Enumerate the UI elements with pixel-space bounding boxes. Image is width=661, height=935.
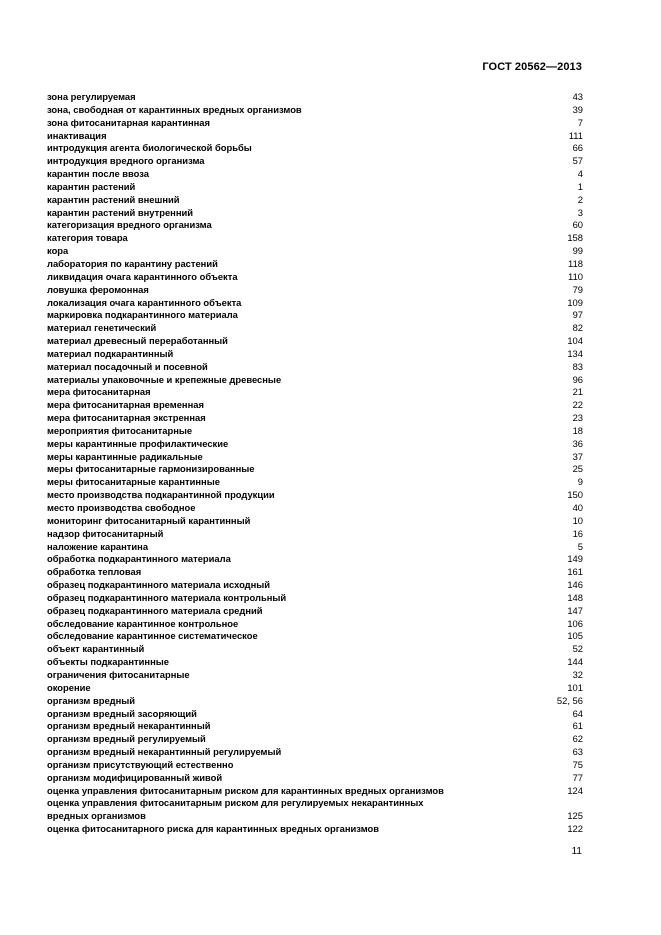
index-term: организм присутствующий естественно	[47, 758, 234, 770]
index-term: обследование карантинное контрольное	[47, 617, 239, 629]
index-term-number: 122	[567, 823, 583, 835]
index-term: мера фитосанитарная	[47, 386, 151, 398]
index-entry	[47, 797, 583, 823]
index-term-number: 77	[572, 771, 583, 783]
index-term: образец подкарантинного материала исходный	[47, 579, 271, 591]
index-term: кора	[47, 245, 69, 257]
index-term: место производства свободное	[47, 502, 196, 513]
index-term-number: 101	[567, 681, 583, 693]
index-entry	[47, 438, 583, 451]
index-term: организм вредный некарантинный	[47, 720, 211, 732]
index-term-number: 75	[572, 758, 583, 770]
index-term-number: 37	[572, 450, 583, 462]
index-entry	[47, 309, 583, 322]
index-entry	[47, 245, 583, 258]
index-term: материал посадочный и посевной	[47, 360, 208, 372]
index-term-number: 110	[568, 270, 583, 282]
index-term: объекты подкарантинные	[47, 656, 169, 668]
index-term: меры карантинные радикальные	[47, 450, 203, 462]
term-index-list	[47, 91, 583, 836]
index-term-number: 57	[572, 155, 583, 167]
index-term: меры фитосанитарные карантинные	[47, 476, 220, 488]
index-entry	[47, 130, 583, 143]
index-term: мониторинг фитосанитарный карантинный	[47, 514, 251, 526]
index-entry	[47, 412, 583, 425]
index-term: окорение	[47, 681, 91, 693]
index-entry	[47, 399, 583, 412]
index-term: оценка управления фитосанитарным риском для карантинных вредных организмов	[47, 784, 444, 796]
index-term: организм вредный некарантинный регулируемый	[47, 746, 282, 758]
index-entry	[47, 541, 583, 554]
index-entry	[47, 502, 583, 515]
index-entry	[47, 386, 583, 399]
index-term-number: 147	[567, 604, 583, 616]
index-term: организм вредный регулируемый	[47, 733, 206, 745]
index-term-number: 60	[572, 219, 583, 231]
index-entry	[47, 451, 583, 464]
index-term-number: 144	[567, 656, 583, 668]
index-term: интродукция вредного организма	[47, 155, 205, 167]
index-term-number: 16	[572, 527, 583, 539]
index-term: зона регулируемая	[47, 91, 136, 102]
index-entry	[47, 181, 583, 194]
index-term: зона, свободная от карантинных вредных организмов	[47, 103, 302, 115]
index-entry	[47, 232, 583, 245]
index-term-number: 1	[577, 180, 583, 192]
index-term: место производства подкарантинной продукции	[47, 489, 275, 501]
index-term: объект карантинный	[47, 643, 145, 655]
index-term: обработка подкарантинного материала	[47, 553, 231, 565]
index-term: организм вредный	[47, 694, 136, 706]
index-term: локализация очага карантинного объекта	[47, 296, 242, 308]
index-term: материалы упаковочные и крепежные древесные	[47, 373, 282, 385]
index-entry	[47, 515, 583, 528]
index-entry	[47, 374, 583, 387]
index-term-number: 134	[567, 347, 583, 359]
index-entry	[47, 579, 583, 592]
index-term: карантин растений	[47, 180, 136, 192]
index-entry	[47, 759, 583, 772]
index-entry	[47, 258, 583, 271]
index-term-number: 22	[572, 399, 583, 411]
index-term-number: 52, 56	[556, 694, 583, 706]
index-term: карантин растений внутренний	[47, 206, 194, 218]
index-entry	[47, 746, 583, 759]
index-entry	[47, 219, 583, 232]
index-entry	[47, 142, 583, 155]
index-term: зона фитосанитарная карантинная	[47, 116, 210, 128]
index-term-number: 118	[568, 257, 583, 269]
index-term-number: 158	[567, 232, 583, 244]
index-term-number: 66	[572, 142, 583, 154]
index-term-number: 97	[572, 309, 583, 321]
index-term-number: 83	[572, 360, 583, 372]
index-term-number: 4	[577, 168, 583, 180]
index-entry	[47, 643, 583, 656]
index-entry	[47, 322, 583, 335]
index-term-number: 52	[572, 643, 583, 655]
index-term: меры карантинные профилактические	[47, 437, 229, 449]
index-entry	[47, 720, 583, 733]
index-entry	[47, 91, 583, 104]
index-term-number: 3	[577, 206, 583, 218]
index-entry	[47, 823, 583, 836]
index-term: образец подкарантинного материала средний	[47, 604, 263, 616]
index-term: маркировка подкарантинного материала	[47, 309, 238, 321]
index-entry	[47, 297, 583, 310]
index-term: ликвидация очага карантинного объекта	[47, 270, 238, 282]
index-term: материал подкарантинный	[47, 347, 174, 359]
index-term-number: 64	[572, 707, 583, 719]
index-entry	[47, 168, 583, 181]
index-entry	[47, 618, 583, 631]
index-term: мера фитосанитарная временная	[47, 399, 204, 411]
index-term: надзор фитосанитарный	[47, 527, 164, 539]
index-term-number: 125	[567, 810, 583, 822]
index-term-number: 39	[572, 103, 583, 115]
index-entry	[47, 463, 583, 476]
index-term-number: 62	[572, 733, 583, 745]
index-entry	[47, 772, 583, 785]
index-entry	[47, 528, 583, 541]
index-term: категория товара	[47, 232, 128, 244]
index-term-number: 99	[572, 245, 583, 257]
index-term-number: 40	[572, 502, 583, 513]
index-term-number: 2	[577, 193, 583, 205]
index-entry	[47, 656, 583, 669]
index-term: ловушка феромонная	[47, 283, 149, 295]
index-entry	[47, 361, 583, 374]
index-term-number: 25	[572, 463, 583, 475]
index-entry	[47, 630, 583, 643]
index-entry	[47, 682, 583, 695]
index-term-number: 21	[572, 386, 583, 398]
index-entry	[47, 733, 583, 746]
index-term-number: 149	[567, 553, 583, 565]
document-code: ГОСТ 20562—2013	[482, 61, 582, 73]
index-term: материал древесный переработанный	[47, 335, 228, 347]
index-term: оценка фитосанитарного риска для карантинных вредных организмов	[47, 823, 379, 835]
index-term-number: 32	[572, 668, 583, 680]
index-term-number: 109	[567, 296, 583, 308]
index-term-number: 79	[572, 283, 583, 295]
index-term-number: 96	[572, 373, 583, 385]
index-term-number: 150	[567, 489, 583, 501]
index-term-number: 82	[572, 322, 583, 334]
index-entry	[47, 104, 583, 117]
index-term: меры фитосанитарные гармонизированные	[47, 463, 255, 475]
index-entry	[47, 566, 583, 579]
index-term: мероприятия фитосанитарные	[47, 424, 193, 436]
index-entry	[47, 695, 583, 708]
index-term-number: 63	[572, 746, 583, 758]
index-term-number: 36	[572, 437, 583, 449]
index-term-number: 104	[567, 335, 583, 347]
index-term: обследование карантинное систематическое	[47, 630, 258, 642]
index-term: лаборатория по карантину растений	[47, 257, 218, 269]
index-term-number: 7	[577, 116, 583, 128]
index-entry	[47, 155, 583, 168]
index-term: карантин после ввоза	[47, 168, 150, 180]
index-term-number: 146	[567, 579, 583, 591]
index-term: интродукция агента биологической борьбы	[47, 142, 252, 154]
index-entry	[47, 592, 583, 605]
index-term-number: 5	[577, 540, 583, 552]
index-entry	[47, 785, 583, 798]
index-term: образец подкарантинного материала контрольный	[47, 591, 287, 603]
index-term-number: 105	[567, 630, 583, 642]
index-entry	[47, 669, 583, 682]
index-term-number: 106	[567, 617, 583, 629]
index-entry	[47, 194, 583, 207]
index-term: карантин растений внешний	[47, 193, 180, 205]
index-entry	[47, 553, 583, 566]
index-term-number: 148	[567, 591, 583, 603]
index-entry	[47, 476, 583, 489]
index-term: категоризация вредного организма	[47, 219, 212, 231]
index-entry	[47, 605, 583, 618]
index-term-number: 9	[577, 476, 583, 488]
index-term-number: 161	[567, 566, 583, 578]
index-term: материал генетический	[47, 322, 157, 334]
index-term-number: 23	[572, 412, 583, 424]
index-term-number: 18	[572, 424, 583, 436]
page-number: 11	[571, 846, 582, 857]
index-entry	[47, 348, 583, 361]
index-entry	[47, 284, 583, 297]
index-term-number: 61	[572, 720, 583, 732]
index-term: ограничения фитосанитарные	[47, 668, 190, 680]
index-entry	[47, 425, 583, 438]
index-entry	[47, 335, 583, 348]
index-term: мера фитосанитарная экстренная	[47, 412, 206, 424]
index-entry	[47, 117, 583, 130]
index-entry	[47, 708, 583, 721]
index-term: наложение карантина	[47, 540, 149, 552]
index-term-number: 10	[572, 514, 583, 526]
index-term: инактивация	[47, 129, 107, 141]
index-term-number: 111	[568, 129, 583, 141]
index-term-number: 43	[572, 91, 583, 102]
index-term: организм модифицированный живой	[47, 771, 223, 783]
index-entry	[47, 271, 583, 284]
index-entry	[47, 489, 583, 502]
index-term-number: 124	[567, 784, 583, 796]
index-term: организм вредный засоряющий	[47, 707, 197, 719]
index-term: оценка управления фитосанитарным риском для регулируемых некарантинных вредных организмов	[47, 797, 424, 822]
index-entry	[47, 207, 583, 220]
index-term: обработка тепловая	[47, 566, 142, 578]
